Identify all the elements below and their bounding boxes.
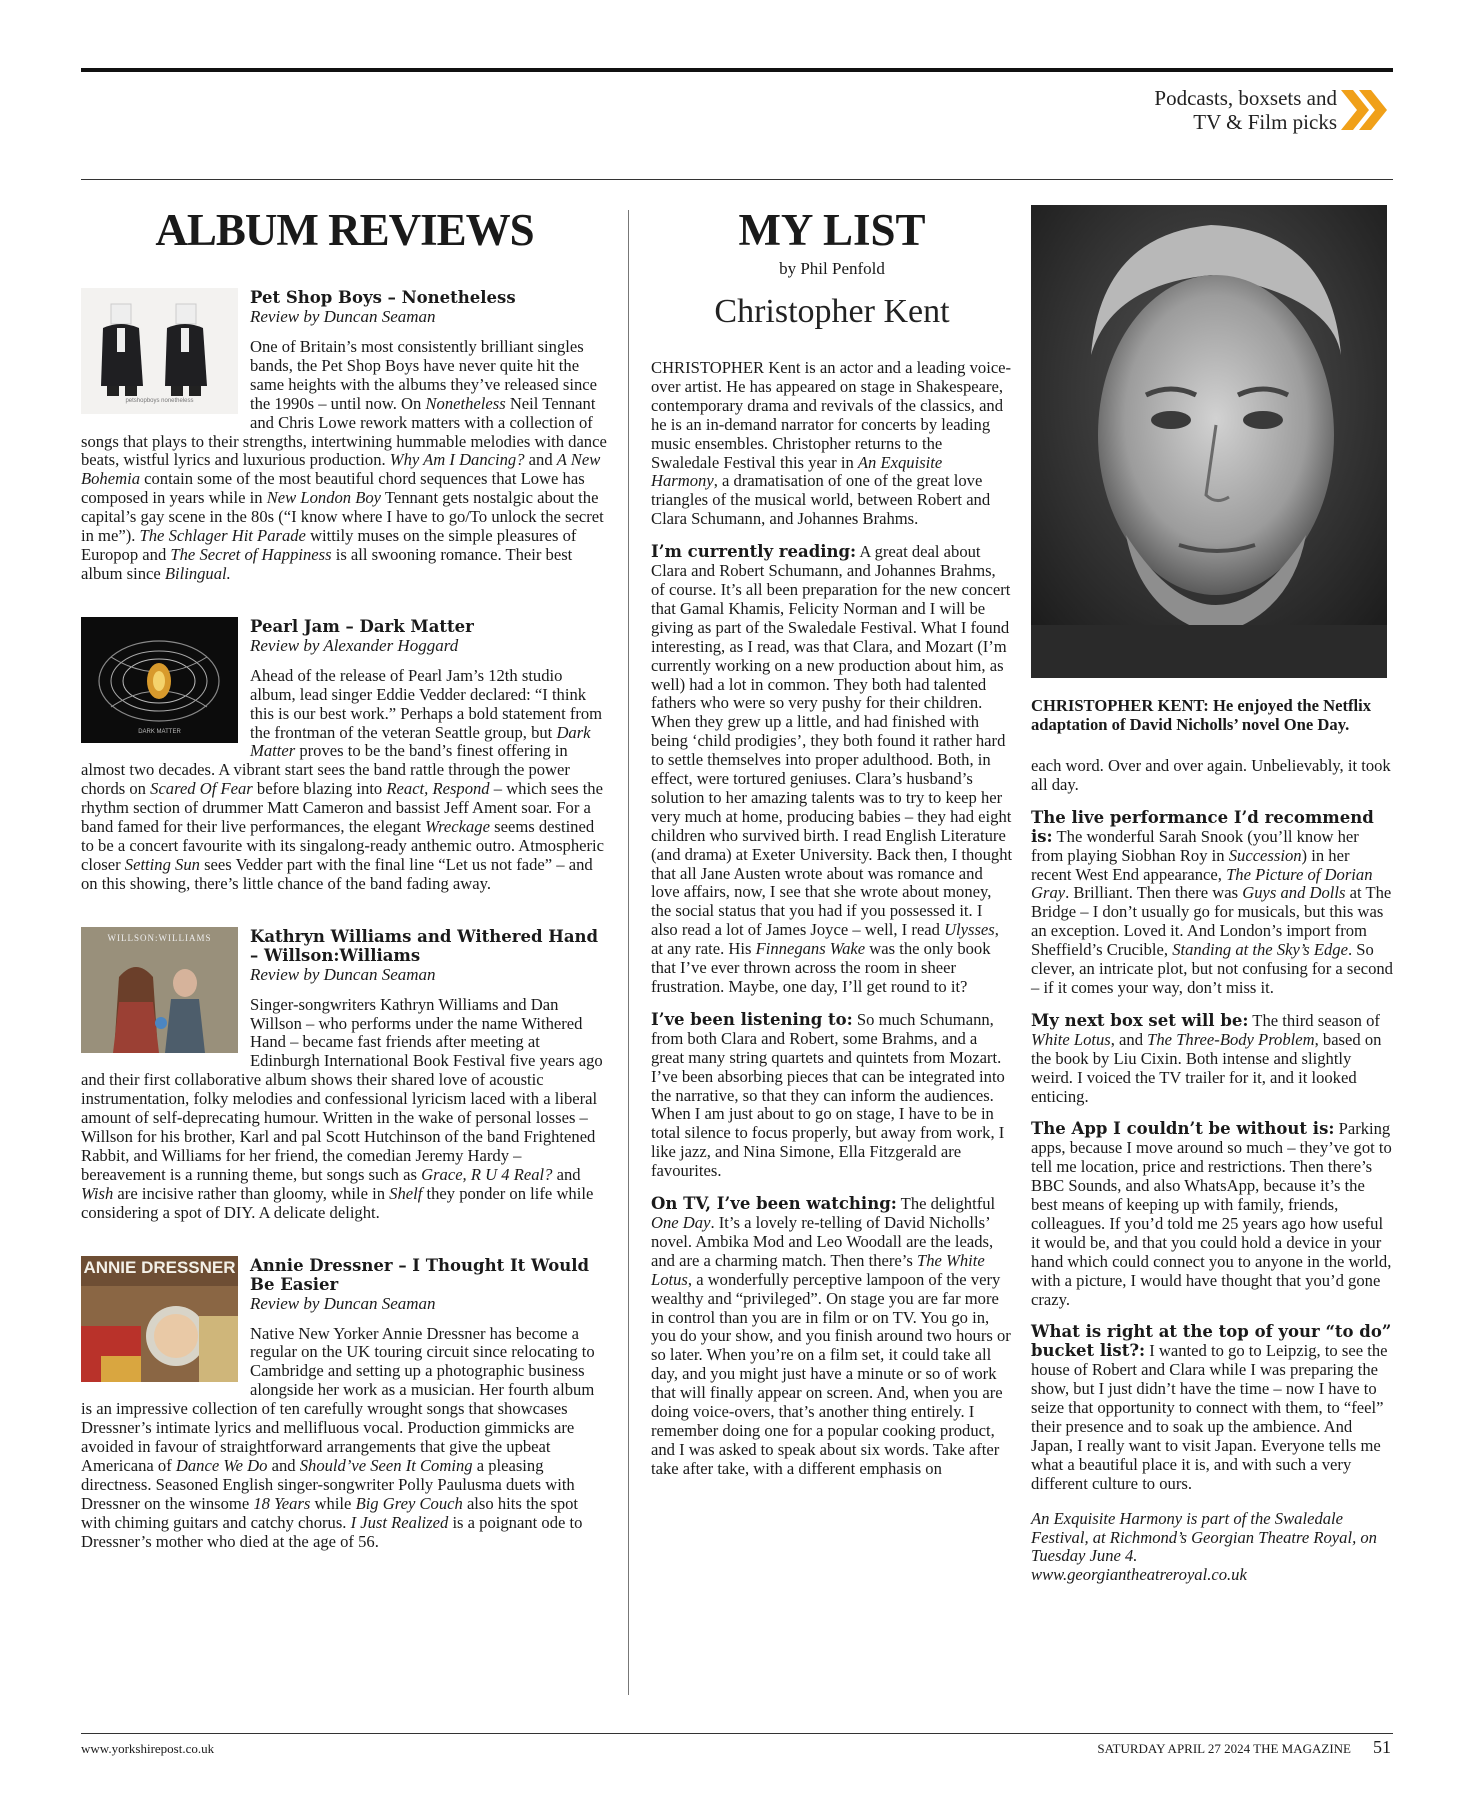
text-run: The third season of [1248,1010,1380,1030]
right-column [1031,205,1393,1585]
question-label: The App I couldn’t be without is: [1031,1119,1335,1139]
right-paragraphs [1031,809,1393,1494]
album-byline: Review by Duncan Seaman [250,964,436,984]
question-label: I’m currently reading: [651,542,857,562]
text-run: and [524,450,557,470]
question-label: My next box set will be: [1031,1010,1249,1030]
album-reviews-title: ALBUM REVIEWS [155,205,534,255]
album-cover-caption: DARK MATTER [138,728,181,735]
text-run: is all swooning romance. Their best album since [81,544,573,583]
page-number: 51 [1373,1737,1391,1757]
album-cover-caption: ANNIE DRESSNER [83,1257,236,1277]
album-cover-pearl-jam [81,617,238,743]
text-run: a pleasing directness. Seasoned English singer-songwriter Polly Paulusma duets with Dressner on the winsome [81,1455,575,1513]
text-run: ) in her recent West End appearance, [1031,845,1350,884]
text-run: CHRISTOPHER Kent is an actor and a leading voice-over artist. He has appeared on stage in Shakespeare, contemporary drama and revivals of the classics, and he is an in-demand narrator for concerts by leading music ensembles. Christopher returns to the Swaledale Festival this year in [651,358,1012,472]
text-run: , a dramatisation of one of the great love triangles of the musical world, between Robert and Clara Schumann, and Johannes Brahms. [651,471,991,529]
kicker-line-2: TV & Film picks [1193,110,1337,134]
italic-text-run: I Just Realized [350,1512,449,1532]
italic-text-run: Shelf [389,1183,423,1203]
album-title: Pet Shop Boys – Nonetheless [250,288,516,307]
text-run: is a poignant ode to Dressner’s mother who died at the age of 56. [81,1512,583,1551]
text-run: , a wonderfully perceptive lampoon of the very wealthy and “privileged”. On stage you are far more in control than you are in film or on TV. You go in, you do your show, and you finish around two hours or so later. When you’re on a film set, it could take all day, and you might just have a minute or so of work that will finally appear on screen. And, when you are doing voice-overs, that’s another thing entirely. I remember doing one for a popular cooking product, and I was asked to speak about six words. Take after take after take, with a different emphasis on [651,1269,1011,1478]
italic-text-run: Ulysses [944,920,995,940]
italic-text-run: New London Boy [266,488,382,508]
album-title: Kathryn Williams and Withered Hand – Willson:Williams [250,926,599,965]
theatre-link[interactable]: www.georgiantheatreroyal.co.uk [1031,1565,1247,1585]
my-list-column [651,205,1013,1493]
text-run: sees Vedder part with the final line “Let us not fade” – and on this showing, there’s little chance of the band fading away. [81,854,593,893]
album-cover-pet-shop-boys [81,288,238,414]
footer-rule [81,1733,1393,1734]
text-run: . Brilliant. Then there was [1065,883,1243,903]
text-run: Neil Tennant and Chris Lowe rework matters with a collection of songs that plays to their strengths, intertwining hummable melodies with dance beats, wistful lyrics and luxurious production. [81,393,607,470]
italic-text-run: Nonetheless [425,393,506,413]
album-review-item [81,617,608,894]
album-review-item [81,1256,608,1552]
album-cover-caption: petshopboys nonetheless [125,398,194,404]
text-run: I wanted to go to Leipzig, to see the house of Robert and Clara while I was preparing the show, but I just didn’t have the time – now I have to seize that opportunity to connect with them, to “feel” their presence and to soak up the ambience. And Japan, I really want to visit Japan. Everyone tells me what a beautiful place it is, and with such a very different culture to ours. [1031,1341,1388,1493]
italic-text-run: Bilingual. [164,563,231,583]
list-paragraph [1031,809,1393,998]
text-run: Tennant gets nostalgic about the capital’s gay scene in the 80s (“I know where I have to go/To unlock the secret in me”). [81,488,604,546]
question-label: The live performance I’d recommend is: [1031,807,1374,846]
list-paragraph [1031,1323,1393,1493]
text-run: and [267,1455,300,1475]
italic-text-run: The Picture of Dorian Gray [1031,864,1373,903]
italic-text-run: Scared Of Fear [150,779,253,799]
my-list-byline: by Phil Penfold [779,259,885,278]
text-run: while [310,1493,356,1513]
section-kicker[interactable] [1154,86,1337,134]
my-list-title: MY LIST [738,205,926,255]
album-byline: Review by Duncan Seaman [250,1293,436,1313]
text-run: The wonderful Sarah Snook (you’ll know her from playing Siobhan Roy in [1031,826,1359,865]
italic-text-run: Wreckage [425,817,490,837]
top-rule [81,68,1393,72]
text-run: are incisive rather than gloomy, while in [113,1183,390,1203]
text-run: The delightful [896,1194,996,1214]
italic-text-run: Wish [81,1183,114,1203]
event-note [1031,1510,1393,1586]
italic-text-run: Succession [1228,845,1302,865]
italic-text-run: The Secret of Happiness [170,544,332,564]
list-paragraph [1031,1012,1393,1107]
text-run: , at any rate. His [651,920,999,959]
album-title: Pearl Jam – Dark Matter [250,616,474,636]
text-run: was the only book that I’ve ever thrown across the room in sheer frustration. Maybe, one day, I’ll get round to it? [651,939,991,996]
italic-text-run: Dark Matter [250,722,591,761]
text-run: Parking apps, because I move around so much – they’ve got to tell me location, price and restrictions. Then there’s BBC Sounds, and also WhatsApp, because it’s the best means of keeping up with family, friends, colleagues. If you’d told me 25 years ago how useful it would be, and that you could hold a device in your hand which could connect you to anyone in the world, with a picture, I would have thought that you’d gone crazy. [1031,1119,1392,1309]
text-run: – which sees the rhythm section of drummer Matt Cameron and bassist Jeff Ament soar. For a band famed for their live performances, the elegant [81,779,603,837]
album-title: Annie Dressner – I Thought It Would Be Easier [250,1255,590,1294]
text-run: , based on the book by Liu Cixin. Both intense and slightly weird. I voiced the TV trailer for it, and it looked enticing. [1031,1029,1382,1106]
text-run: A great deal about Clara and Robert Schumann, and Johannes Brahms, of course. It’s all been preparation for the new concert that Gamal Khamis, Felicity Norman and I will be giving as part of the Swaledale Festival. What I found interesting, as I read, was that Clara, and Mozart (I’m currently working on a new production about him, as well) had a lot in common. They both had talented fathers who were so very pushy for their children. When they grew up a little, and had finished with being ‘child prodigies’, they both found it rather hard to settle themselves into proper adulthood. Both, in effect, were tortured geniuses. Clara’s husband’s solution to her amazing talents was to try to keep her very much at home, producing babies – they had eight children who survived birth. I read English Literature (and drama) at Exeter University. Back then, I thought that all Jane Austen wrote about was romance and love affairs, now, I see that she wrote about money, the social status that you had if you possessed it. I also read a lot of James Joyce – well, I read [651,542,1013,940]
text-run: . So clever, an intricate plot, but not confusing for a second – if it comes your way, don’t miss it. [1031,940,1393,997]
list-paragraph [651,1195,1013,1479]
list-paragraph [651,1011,1013,1181]
album-review-item [81,288,608,584]
album-cover-caption: WILLSON:WILLIAMS [107,932,212,943]
text-run: Ahead of the release of Pearl Jam’s 12th studio album, lead singer Eddie Vedder declared: “I think this is our best work.” Perhaps a bold statement from the frontman of the veteran Seattle group, but [250,665,603,742]
italic-text-run: React, Respond [386,779,490,799]
text-run: . It’s a lovely re-telling of David Nicholls’ novel. Ambika Mod and Leo Woodall are the leads, and are a charming match. Then there’s [651,1212,994,1270]
question-label: What is right at the top of your “to do” bucket list?: [1031,1322,1392,1361]
italic-text-run: Grace, R U 4 Real? [421,1164,553,1184]
text-run: proves to be the band’s finest offering in almost two decades. A vibrant start sees the band rattle through the power chords on [81,741,570,799]
italic-text-run: 18 Years [253,1493,311,1513]
list-paragraph [651,543,1013,997]
text-run: wittily muses on the simple pleasures of Europop and [81,526,577,564]
text-run: Native New Yorker Annie Dressner has become a regular on the UK touring circuit since relocating to Cambridge and setting up a photographic business alongside her work as a musician. Her fourth album is an impressive collection of ten carefully wrought songs that showcases Dressner’s intimate lyrics and mellifluous vocal. Production gimmicks are avoided in favour of straightforward arrangements that give the upbeat Americana of [81,1323,595,1475]
interviewee-name: Christopher Kent [714,293,950,330]
event-note-text: An Exquisite Harmony is part of the Swaledale Festival, at Richmond’s Georgian Theatre Royal, on Tuesday June 4. [1031,1508,1377,1566]
italic-text-run: One Day [651,1212,711,1232]
portrait-photo [1031,205,1387,678]
text-run: they ponder on life while considering a spot of DIY. A delicate delight. [81,1183,594,1222]
italic-text-run: The Three-Body Problem [1147,1029,1315,1049]
album-cover-annie-dressner [81,1256,238,1382]
list-paragraph [1031,1120,1393,1309]
italic-text-run: The White Lotus [651,1250,985,1289]
italic-text-run: The Schlager Hit Parade [139,526,306,546]
double-chevron-right-icon [1339,88,1391,132]
italic-text-run: Standing at the Sky’s Edge [1172,940,1348,960]
column-divider [628,210,629,1695]
text-run: before blazing into [252,779,387,799]
text-run: One of Britain’s most consistently brilliant singles bands, the Pet Shop Boys have never quite hit the same heights with the albums they’ve released since the 1990s – until now. On [250,337,597,413]
header-rule [81,179,1393,180]
continuation-text: each word. Over and over again. Unbelievably, it took all day. [1031,756,1391,794]
my-list-paragraphs [651,359,1013,1479]
album-cover-willson-williams [81,927,238,1053]
album-byline: Review by Alexander Hoggard [250,635,459,655]
italic-text-run: Setting Sun [124,854,200,874]
list-paragraph [651,359,1013,529]
italic-text-run: Dance We Do [175,1455,268,1475]
text-run: also hits the spot with chiming guitars and catchy chorus. [81,1493,579,1532]
photo-caption: CHRISTOPHER KENT: He enjoyed the Netflix adaptation of David Nicholls’ novel One Day. [1031,696,1372,734]
footer-dateline: SATURDAY APRIL 27 2024 THE MAGAZINE [1097,1741,1351,1756]
italic-text-run: Finnegans Wake [755,939,866,959]
question-label: On TV, I’ve been watching: [651,1194,897,1214]
italic-text-run: A New Bohemia [81,450,601,489]
italic-text-run: Why Am I Dancing? [389,450,525,470]
footer-website[interactable]: www.yorkshirepost.co.uk [81,1741,215,1756]
kicker-line-1: Podcasts, boxsets and [1154,86,1337,110]
text-run: So much Schumann, from both Clara and Robert, some Brahms, and a great many string quartets and quintets from Mozart. I’ve been absorbing pieces that can be integrated into the narrative, so that they can inform the audiences. When I am just about to go on stage, I have to be in total silence to focus properly, but away from work, I like jazz, and Nina Simone, Ella Fitzgerald are favourites. [651,1009,1005,1181]
text-run: at The Bridge – I don’t usually go for musicals, but this was an exception. Loved it. And London’s import from Sheffield’s Crucible, [1031,883,1392,960]
album-reviews-column [81,205,608,1551]
italic-text-run: Guys and Dolls [1242,883,1346,903]
album-review-item [81,927,608,1223]
italic-text-run: Should’ve Seen It Coming [299,1455,473,1475]
text-run: contain some of the most beautiful chord sequences that Lowe has composed in years while in [81,469,585,508]
italic-text-run: An Exquisite Harmony [651,452,943,491]
text-run: Singer-songwriters Kathryn Williams and Dan Willson – who performs under the name Withered Hand – became fast friends after meeting at Edinburgh International Book Festival five years ago and their first collaborative album shows their shared love of acoustic instrumentation, folky melodies and confessional lyricism laced with a liberal amount of self-deprecating humour. Written in the wake of personal losses – Willson for his brother, Karl and pal Scott Hutchinson of the band Frightened Rabbit, and Williams for her friend, the comedian Jeremy Hardy – bereavement is a running theme, but songs such as [81,994,603,1184]
text-run: seems destined to be a concert favourite with its singalong-ready anthemic outro. Atmospheric closer [81,817,605,874]
question-label: I’ve been listening to: [651,1009,853,1029]
text-run: , and [1110,1029,1148,1049]
italic-text-run: White Lotus [1031,1029,1111,1049]
text-run: and [552,1164,581,1184]
album-byline: Review by Duncan Seaman [250,307,436,326]
italic-text-run: Big Grey Couch [355,1493,463,1513]
